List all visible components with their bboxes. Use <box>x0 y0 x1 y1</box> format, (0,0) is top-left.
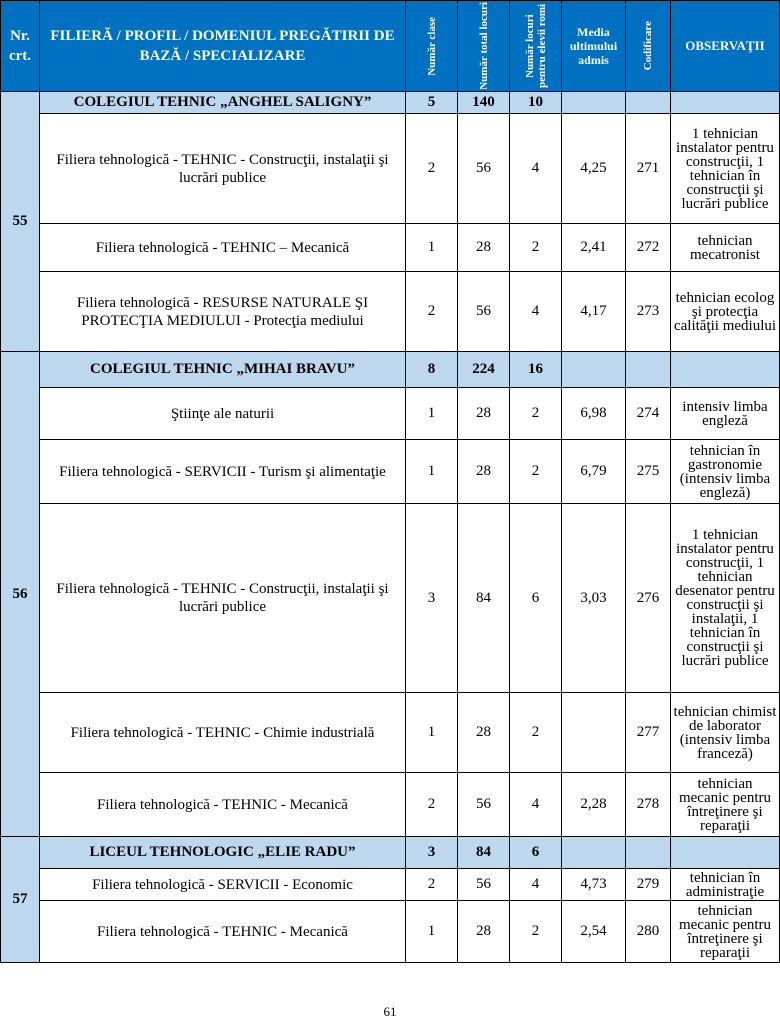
media-cell: 2,54 <box>562 901 626 963</box>
locuri-cell: 28 <box>458 693 510 773</box>
romi-cell: 4 <box>510 773 562 837</box>
obs-cell: tehnician mecanic pentru întreţinere şi reparaţii <box>671 773 780 837</box>
cod-cell: 274 <box>626 388 671 440</box>
school-clase: 5 <box>406 92 458 114</box>
table-header <box>1 1 780 92</box>
school-romi: 10 <box>510 92 562 114</box>
header-nr: Nr. crt. <box>1 1 40 92</box>
romi-cell: 2 <box>510 693 562 773</box>
school-name: LICEUL TEHNOLOGIC „ELIE RADU” <box>40 837 406 869</box>
header-codificare: Codificare <box>626 1 671 92</box>
spec-name: Filiera tehnologică - TEHNIC - Mecanică <box>40 901 406 963</box>
clase-cell: 1 <box>406 388 458 440</box>
clase-cell: 3 <box>406 504 458 693</box>
obs-cell: 1 tehnician instalator pentru construcţii, 1 tehnician în construcţii şi lucrări publice <box>671 114 780 224</box>
clase-cell: 1 <box>406 901 458 963</box>
clase-cell: 1 <box>406 224 458 272</box>
cod-cell: 273 <box>626 272 671 352</box>
locuri-cell: 84 <box>458 504 510 693</box>
locuri-cell: 28 <box>458 388 510 440</box>
school-locuri: 140 <box>458 92 510 114</box>
media-cell: 4,73 <box>562 869 626 901</box>
school-name: COLEGIUL TEHNIC „ANGHEL SALIGNY” <box>40 92 406 114</box>
media-cell: 6,98 <box>562 388 626 440</box>
header-romi: Număr locuri pentru elevii romi <box>510 1 562 92</box>
romi-cell: 4 <box>510 114 562 224</box>
table-row <box>1 224 780 272</box>
romi-cell: 2 <box>510 440 562 504</box>
media-cell: 4,25 <box>562 114 626 224</box>
table-row <box>1 440 780 504</box>
obs-cell: tehnician ecolog şi protecţia calităţii mediului <box>671 272 780 352</box>
school-locuri: 84 <box>458 837 510 869</box>
header-media: Media ultimului admis <box>562 1 626 92</box>
table-row <box>1 114 780 224</box>
spec-name: Filiera tehnologică - TEHNIC - Construcţii, instalaţii şi lucrări publice <box>40 504 406 693</box>
clase-cell: 2 <box>406 272 458 352</box>
page-number: 61 <box>383 1004 397 1019</box>
table-row <box>1 504 780 693</box>
cod-cell: 272 <box>626 224 671 272</box>
school-romi: 16 <box>510 352 562 388</box>
spec-name: Ştiinţe ale naturii <box>40 388 406 440</box>
locuri-cell: 28 <box>458 901 510 963</box>
school-row <box>1 352 780 388</box>
media-cell <box>562 693 626 773</box>
media-cell: 2,28 <box>562 773 626 837</box>
obs-cell: tehnician în gastronomie (intensiv limba engleză) <box>671 440 780 504</box>
obs-cell: tehnician chimist de laborator (intensiv limba franceză) <box>671 693 780 773</box>
locuri-cell: 56 <box>458 114 510 224</box>
obs-cell: tehnician în administraţie <box>671 869 780 901</box>
romi-cell: 2 <box>510 901 562 963</box>
clase-cell: 2 <box>406 114 458 224</box>
table-row <box>1 773 780 837</box>
header-clase: Număr clase <box>406 1 458 92</box>
clase-cell: 1 <box>406 440 458 504</box>
table-row <box>1 388 780 440</box>
media-cell: 3,03 <box>562 504 626 693</box>
cod-cell: 276 <box>626 504 671 693</box>
table-row <box>1 901 780 963</box>
romi-cell: 4 <box>510 869 562 901</box>
clase-cell: 1 <box>406 693 458 773</box>
romi-cell: 2 <box>510 224 562 272</box>
spec-name: Filiera tehnologică - TEHNIC - Construcţii, instalaţii şi lucrări publice <box>40 114 406 224</box>
cod-cell: 275 <box>626 440 671 504</box>
cod-cell: 279 <box>626 869 671 901</box>
school-row <box>1 837 780 869</box>
table-body <box>1 92 780 963</box>
school-locuri: 224 <box>458 352 510 388</box>
romi-cell: 4 <box>510 272 562 352</box>
media-cell: 2,41 <box>562 224 626 272</box>
school-romi: 6 <box>510 837 562 869</box>
school-clase: 8 <box>406 352 458 388</box>
media-cell: 4,17 <box>562 272 626 352</box>
media-cell: 6,79 <box>562 440 626 504</box>
clase-cell: 2 <box>406 869 458 901</box>
school-clase: 3 <box>406 837 458 869</box>
table-row <box>1 869 780 901</box>
obs-cell: tehnician mecatronist <box>671 224 780 272</box>
spec-name: Filiera tehnologică - TEHNIC - Mecanică <box>40 773 406 837</box>
clase-cell: 2 <box>406 773 458 837</box>
cod-cell: 278 <box>626 773 671 837</box>
row-number: 55 <box>1 92 40 352</box>
obs-cell: 1 tehnician instalator pentru construcţii, 1 tehnician desenator pentru construcţii şi instalaţii, 1 tehnician în construcţii şi lucrări publice <box>671 504 780 693</box>
row-number: 57 <box>1 837 40 963</box>
spec-name: Filiera tehnologică - SERVICII - Economic <box>40 869 406 901</box>
obs-cell: tehnician mecanic pentru întreţinere şi reparaţii <box>671 901 780 963</box>
romi-cell: 2 <box>510 388 562 440</box>
cod-cell: 280 <box>626 901 671 963</box>
locuri-cell: 56 <box>458 272 510 352</box>
locuri-cell: 56 <box>458 869 510 901</box>
spec-name: Filiera tehnologică - RESURSE NATURALE ŞI PROTECŢIA MEDIULUI - Protecţia mediului <box>40 272 406 352</box>
spec-name: Filiera tehnologică - TEHNIC – Mecanică <box>40 224 406 272</box>
obs-cell: intensiv limba engleză <box>671 388 780 440</box>
cod-cell: 277 <box>626 693 671 773</box>
header-locuri: Număr total locuri <box>458 1 510 92</box>
locuri-cell: 56 <box>458 773 510 837</box>
school-row <box>1 92 780 114</box>
header-title: FILIERĂ / PROFIL / DOMENIUL PREGĂTIRII DE BAZĂ / SPECIALIZARE <box>40 1 406 92</box>
romi-cell: 6 <box>510 504 562 693</box>
table-row <box>1 272 780 352</box>
spec-name: Filiera tehnologică - TEHNIC - Chimie industrială <box>40 693 406 773</box>
spec-name: Filiera tehnologică - SERVICII - Turism şi alimentaţie <box>40 440 406 504</box>
table-row <box>1 693 780 773</box>
cod-cell: 271 <box>626 114 671 224</box>
school-name: COLEGIUL TEHNIC „MIHAI BRAVU” <box>40 352 406 388</box>
row-number: 56 <box>1 352 40 837</box>
header-observatii: OBSERVAŢII <box>671 1 780 92</box>
locuri-cell: 28 <box>458 440 510 504</box>
locuri-cell: 28 <box>458 224 510 272</box>
